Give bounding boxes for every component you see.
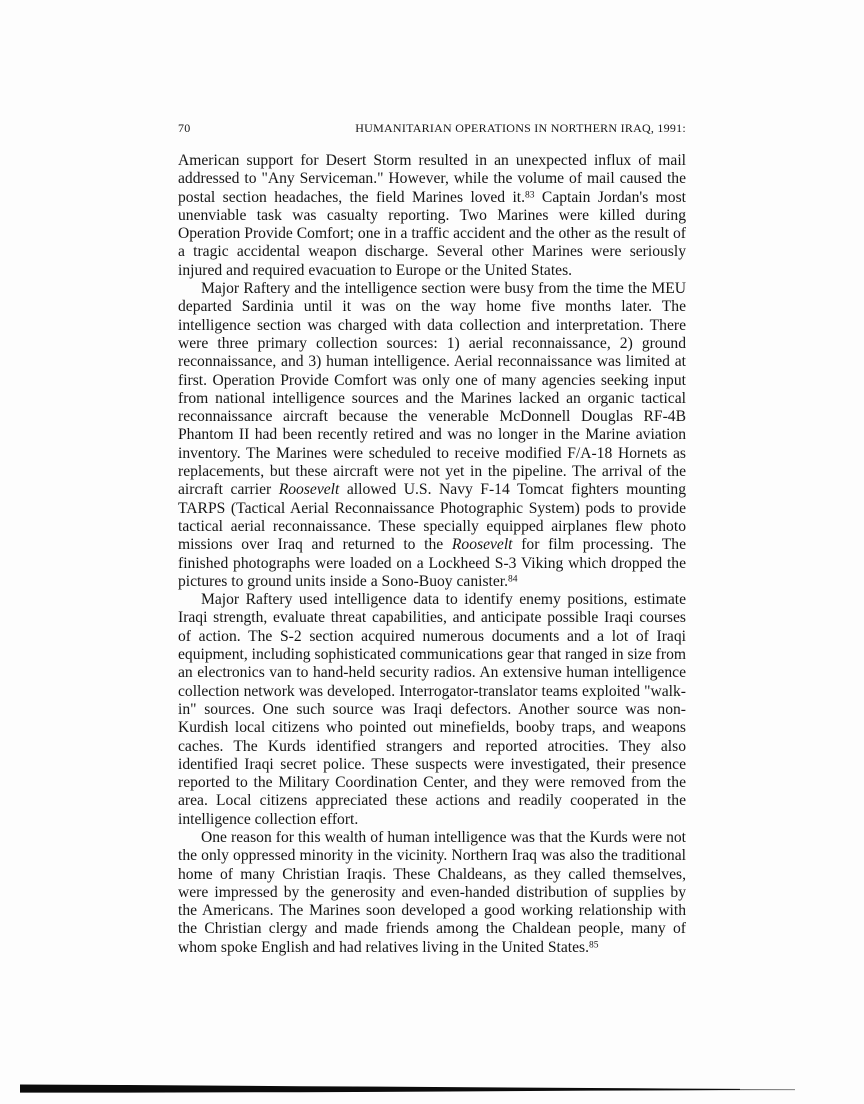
paragraph: American support for Desert Storm resulted in an unexpected influx of mail addressed to "Any Serviceman." However, while the volume of mail caused the postal section headaches, the field Marines loved it.$^{83}$ Captain Jordan's most unenviable task was casualty reporting. Two Marines were killed during Operation Provide Comfort; one in a traffic accident and the other as the result of a tragic accidental weapon discharge. Several other Marines were seriously injured and required evacuation to Europe or the United States. [178, 152, 686, 279]
paragraph: Major Raftery and the intelligence section were busy from the time the MEU departed Sardinia until it was on the way home five months later. The intelligence section was charged with data collection and interpretation. There were three primary collection sources: 1) aerial reconnaissance, 2) ground reconnaissance, and 3) human intelligence. Aerial reconnaissance was limited at first. Operation Provide Comfort was only one of many agencies seeking input from national intelligence sources and the Marines lacked an organic tactical reconnaissance aircraft because the venerable McDonnell Douglas RF-4B Phantom II had been recently retired and was no longer in the Marine aviation inventory. The Marines were scheduled to receive modified F/A-18 Hornets as replacements, but these aircraft were not yet in the pipeline. The arrival of the aircraft carrier Roosevelt allowed U.S. Navy F-14 Tomcat fighters mounting TARPS (Tactical Aerial Reconnaissance Photographic System) pods to provide tactical aerial reconnaissance. These specially equipped airplanes flew photo missions over Iraq and returned to the Roosevelt for film processing. The finished photographs were loaded on a Lockheed S-3 Viking which dropped the pictures to ground units inside a Sono-Buoy canister.$^{84}$ [178, 280, 686, 590]
running-header [178, 121, 686, 136]
scan-bar-main-shape [20, 1085, 740, 1093]
page-number: 70 [178, 121, 191, 135]
running-header-title: HUMANITARIAN OPERATIONS IN NORTHERN IRAQ, 1991: [355, 121, 686, 135]
scan-artifact-bar [0, 1080, 864, 1100]
body-text [178, 152, 686, 957]
paragraph: One reason for this wealth of human intelligence was that the Kurds were not the only oppressed minority in the vicinity. Northern Iraq was also the traditional home of many Christian Iraqis. These Chaldeans, as they called themselves, were impressed by the generosity and even-handed distribution of supplies by the Americans. The Marines soon developed a good working relationship with the Christian clergy and made friends among the Chaldean people, many of whom spoke English and had relatives living in the United States.$^{85}$ [178, 828, 686, 956]
paragraph: Major Raftery used intelligence data to identify enemy positions, estimate Iraqi strength, evaluate threat capabilities, and anticipate possible Iraqi courses of action. The S-2 section acquired numerous documents and a lot of Iraqi equipment, including sophisticated communications gear that ranged in size from an electronics van to hand-held security radios. An extensive human intelligence collection network was developed. Interrogator-translator teams exploited "walk-in" sources. One such source was Iraqi defectors. Another source was non-Kurdish local citizens who pointed out minefields, booby traps, and weapons caches. The Kurds identified strangers and reported atrocities. They also identified Iraqi secret police. These suspects were investigated, their presence reported to the Military Coordination Center, and they were removed from the area. Local citizens appreciated these actions and readily cooperated in the intelligence collection effort. [178, 591, 686, 828]
footnote-marker: 83 [525, 190, 535, 201]
italic-text: Roosevelt [451, 536, 513, 554]
italic-text: Roosevelt [278, 481, 340, 499]
footnote-marker: 85 [589, 940, 599, 951]
footnote-marker: 84 [508, 574, 518, 585]
